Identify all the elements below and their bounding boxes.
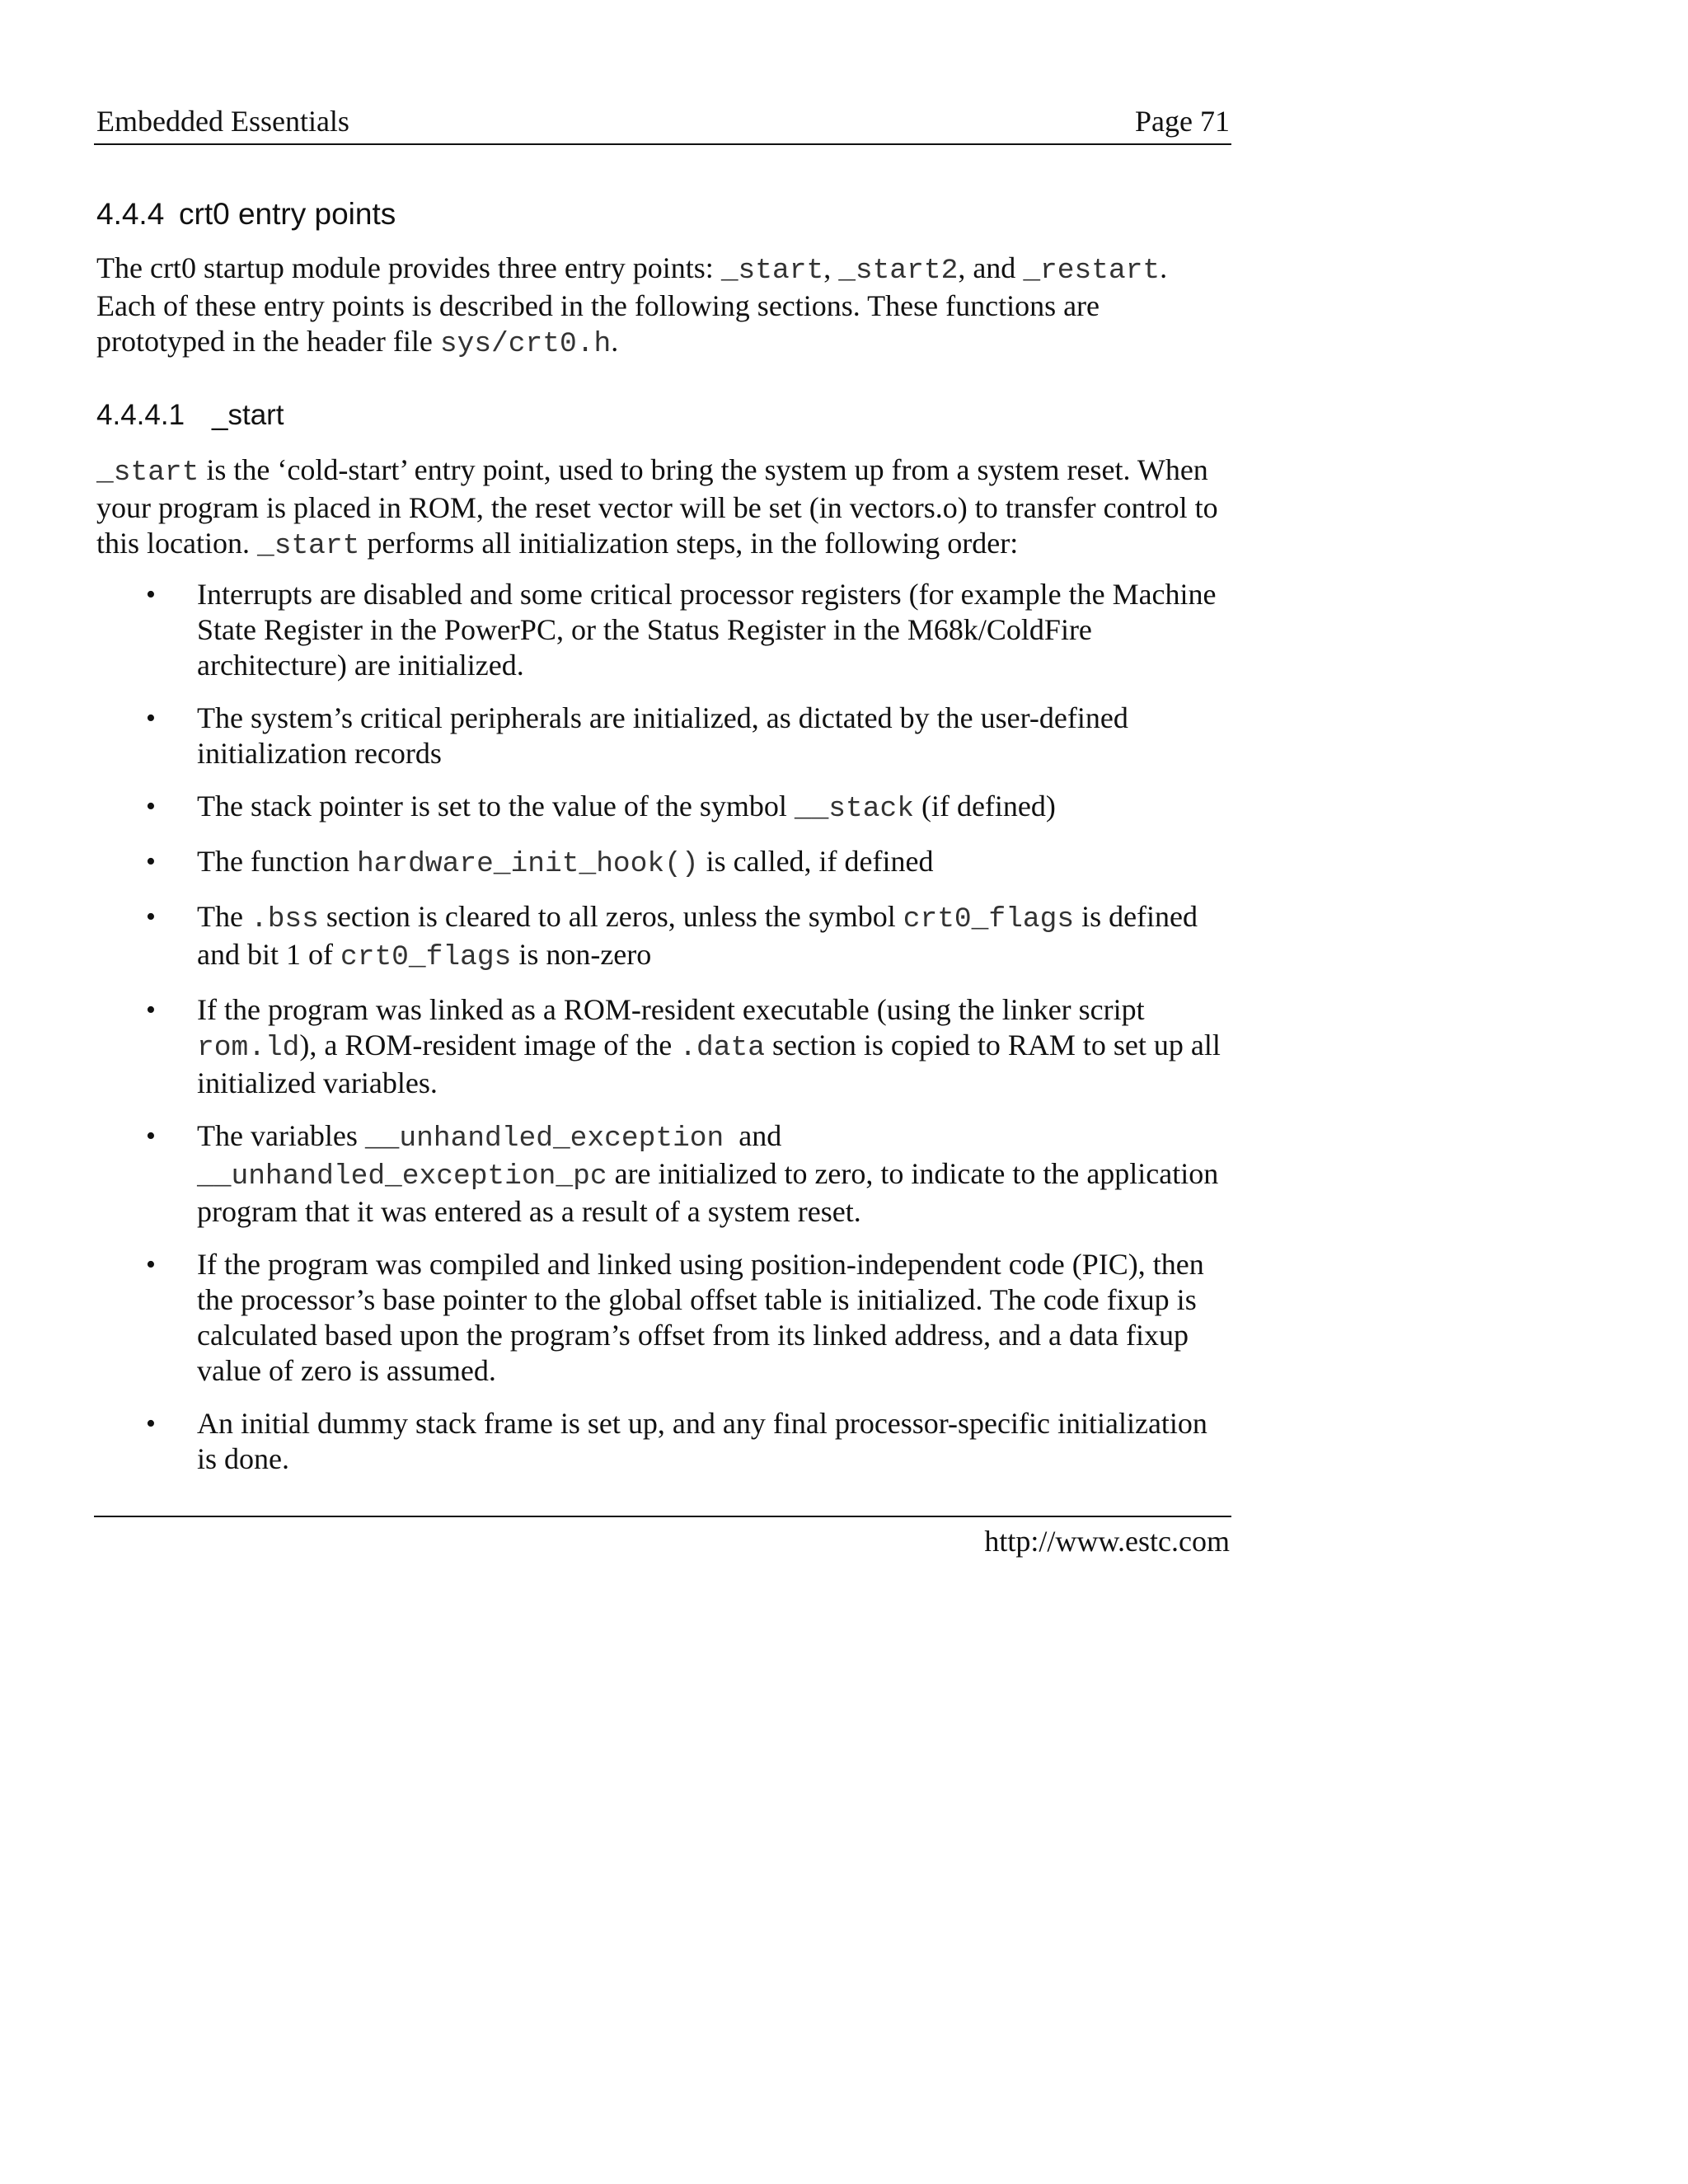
code-restart: _restart (1023, 255, 1160, 287)
list-item-text: is non-zero (511, 938, 652, 971)
start-paragraph (96, 452, 1230, 564)
intro-paragraph (96, 251, 1230, 362)
bullet-icon: • (146, 1408, 156, 1439)
list-item (96, 701, 1230, 771)
intro-text: . (611, 325, 619, 358)
list-item-text: If the program was compiled and linked using position-independent code (PIC), then the processor’s base pointer to the global offset table is initialized. The code fixup is calculated based upon the program’s offset from its linked address, and a data fixup value of zero is assumed. (197, 1248, 1204, 1387)
list-item-text: The stack pointer is set to the value of the symbol (197, 790, 795, 823)
list-item (96, 1118, 1230, 1230)
list-item (96, 844, 1230, 882)
list-item-text: is called, if defined (698, 845, 934, 878)
list-item (96, 992, 1230, 1101)
code-hardware-init-hook: hardware_init_hook() (356, 848, 699, 880)
bullet-icon: • (146, 995, 156, 1025)
subsection-title: _start (212, 399, 284, 431)
header-title: Embedded Essentials (96, 105, 349, 138)
running-header (96, 104, 1230, 138)
list-item-text: An initial dummy stack frame is set up, and any final processor-specific initialization is done. (197, 1407, 1207, 1475)
footer-rule (94, 1516, 1231, 1517)
subsection-number: 4.4.4.1 (96, 399, 185, 431)
list-item-text: The variables (197, 1119, 365, 1152)
code-bss: .bss (250, 903, 319, 935)
list-item-text: The function (197, 845, 357, 878)
bullet-icon: • (146, 846, 156, 877)
code-crt0-flags: crt0_flags (340, 941, 512, 973)
header-rule (94, 143, 1231, 145)
footer-url: http://www.estc.com (984, 1525, 1230, 1558)
list-item (96, 1247, 1230, 1389)
bullet-icon: • (146, 1121, 156, 1151)
intro-text: The crt0 startup module provides three entry points: (96, 251, 721, 284)
bullet-icon: • (146, 579, 156, 610)
code-stack-symbol: __stack (794, 793, 914, 825)
start-text: performs all initialization steps, in the following order: (359, 527, 1019, 560)
bullet-icon: • (146, 1249, 156, 1280)
code-data-section: .data (679, 1032, 765, 1064)
bullet-icon: • (146, 902, 156, 932)
intro-text: , (823, 251, 839, 284)
code-header-file: sys/crt0.h (439, 328, 612, 360)
code-start: _start (720, 255, 824, 287)
intro-text: . Each of these entry points is described in the following sections. These functions are prototyped in the header file (96, 251, 1168, 358)
subsection-heading (96, 398, 284, 433)
list-item-text: section is copied to RAM to set up all initialized variables. (197, 1029, 1221, 1099)
list-item-text: If the program was linked as a ROM-resident executable (using the linker script (197, 993, 1145, 1026)
code-start2: _start2 (838, 255, 959, 287)
list-item (96, 1406, 1230, 1477)
list-item-text: Interrupts are disabled and some critical processor registers (for example the Machine State Register in the PowerPC, or the Status Register in the M68k/ColdFire architecture) are initialized. (197, 578, 1217, 682)
list-item-text: (if defined) (913, 790, 1056, 823)
list-item-text: The (197, 900, 251, 933)
header-page-number: Page 71 (1135, 105, 1230, 138)
bullet-icon: • (146, 791, 156, 822)
code-crt0-flags: crt0_flags (903, 903, 1075, 935)
section-title: crt0 entry points (179, 197, 396, 231)
code-unhandled-exception: __unhandled_exception (364, 1122, 724, 1155)
code-start: _start (256, 530, 360, 562)
list-item-text: is defined and bit 1 of (197, 900, 1198, 971)
code-rom-ld: rom.ld (197, 1032, 300, 1064)
start-text: is the ‘cold-start’ entry point, used to bring the system up from a system reset. When your program is placed in ROM, the reset vector will be set (in vectors.o) to transfer control to this location. (96, 453, 1218, 560)
list-item-text: The system’s critical peripherals are initialized, as dictated by the user-defined initialization records (197, 701, 1128, 770)
list-item-text: ), a ROM-resident image of the (299, 1029, 680, 1062)
intro-text: , and (958, 251, 1024, 284)
code-start: _start (96, 457, 199, 489)
list-item-text: and (724, 1119, 790, 1152)
list-item-text: section is cleared to all zeros, unless the symbol (318, 900, 903, 933)
code-unhandled-exception-pc: __unhandled_exception_pc (197, 1160, 607, 1193)
initialization-steps-list (96, 577, 1230, 1494)
bullet-icon: • (146, 703, 156, 733)
section-number: 4.4.4 (96, 197, 165, 231)
list-item (96, 899, 1230, 975)
list-item-text: are initialized to zero, to indicate to the application program that it was entered as a result of a system reset. (197, 1157, 1219, 1228)
list-item (96, 577, 1230, 683)
section-heading (96, 196, 396, 232)
list-item (96, 789, 1230, 827)
